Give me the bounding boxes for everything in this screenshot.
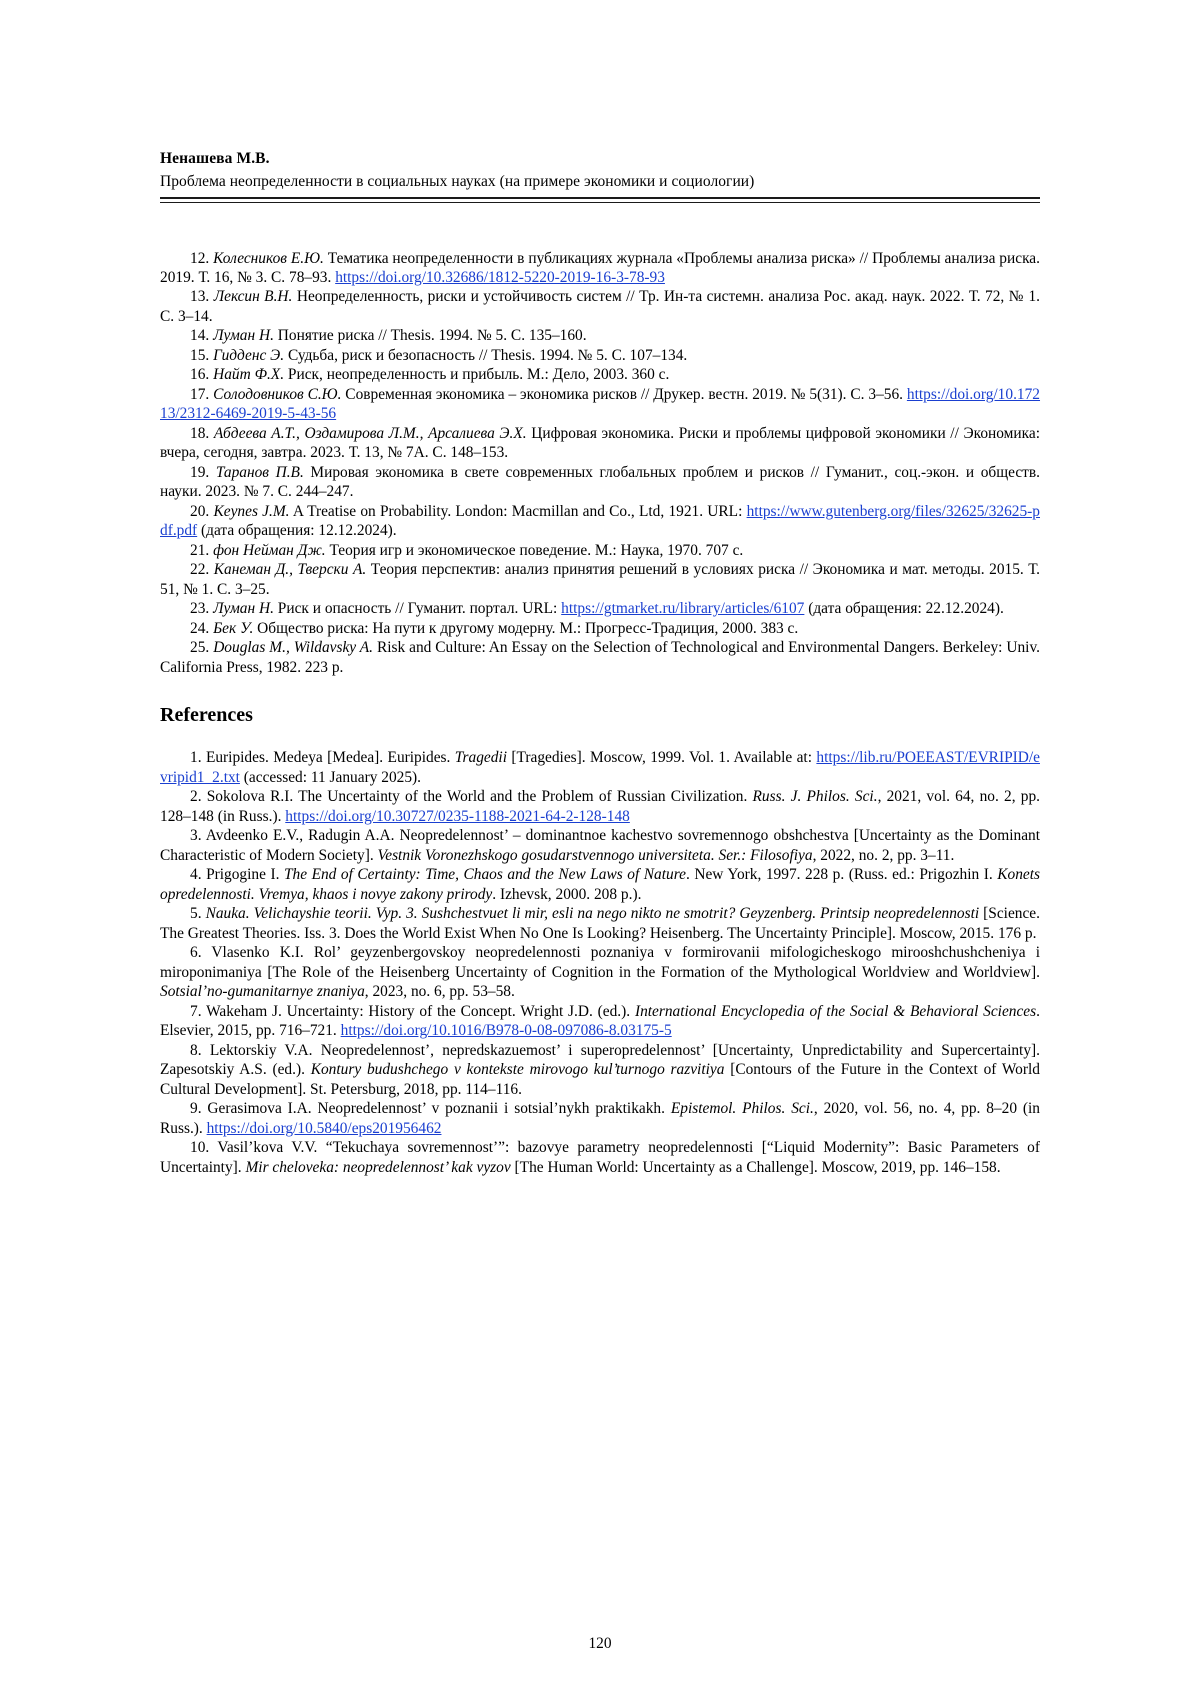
ref-text: Теория перспектив: анализ принятия решений в условиях риска // Экономика и мат. методы. 2015. Т. 51, № 1. С. 3–25. xyxy=(160,561,1040,598)
ref-text: Неопределенность, риски и устойчивость систем // Тр. Ин-та системн. анализа Рос. акад. наук. 2022. Т. 72, № 1. С. 3–14. xyxy=(160,288,1041,325)
ref-number: 19. xyxy=(190,463,210,481)
header-divider xyxy=(160,197,1040,203)
ref-source-italic: Sotsial’no-gumanitarnye znaniya xyxy=(160,983,365,1001)
ref-source-italic: Epistemol. Philos. Sci. xyxy=(670,1100,814,1118)
ref-number: 2. xyxy=(190,788,202,806)
ref-number: 8. xyxy=(190,1041,202,1059)
ref-number: 12. xyxy=(190,249,210,267)
page-header xyxy=(160,150,1040,203)
header-title: Проблема неопределенности в социальных науках (на примере экономики и социологии) xyxy=(160,173,755,190)
ref-author: Douglas M., Wildavsky A. xyxy=(213,639,374,657)
list-item xyxy=(160,619,1040,638)
ref-text: Цифровая экономика. Риски и проблемы цифровой экономики // Экономика: вчера, сегодня, завтра. 2023. Т. 13, № 7А. С. 148–153. xyxy=(160,424,1040,462)
ref-number: 24. xyxy=(190,619,210,637)
list-item xyxy=(160,599,1040,618)
list-item xyxy=(160,638,1040,677)
ref-source-italic-2: Konets opredelennosti. Vremya, khaos i novye zakony prirody xyxy=(160,866,1040,903)
ref-text: A Treatise on Probability. London: Macmillan and Co., Ltd, 1921. URL: xyxy=(289,502,747,520)
ref-link[interactable]: https://doi.org/10.5840/eps201956462 xyxy=(206,1119,442,1137)
ref-text: Понятие риска // Thesis. 1994. № 5. С. 135–160. xyxy=(273,327,587,345)
ref-number: 3. xyxy=(190,827,202,845)
ref-text: Gerasimova I.A. Neopredelennost’ v poznanii i sotsial’nykh praktikakh. xyxy=(201,1100,671,1118)
ref-text: Euripides. Medeya [Medea]. Euripides. xyxy=(201,749,455,767)
ref-link[interactable]: https://doi.org/10.1016/B978-0-08-097086-8.03175-5 xyxy=(340,1022,672,1040)
ref-text: Risk and Culture: An Essay on the Selection of Technological and Environmental Dangers. Berkeley: Univ. California Press, 1982. 223 p. xyxy=(160,639,1040,676)
list-item xyxy=(160,1099,1040,1138)
list-item xyxy=(160,346,1040,365)
ref-text-mid: [Science. The Greatest Theories. Iss. 3. Does the World Exist When No One Is Looking? Heisenberg. The Uncertainty Principle]. Moscow, 2015. 176 p. xyxy=(160,905,1040,942)
ref-author: фон Нейман Дж. xyxy=(213,541,326,559)
ref-number: 1. xyxy=(190,749,202,767)
ref-number: 9. xyxy=(190,1100,202,1118)
list-item xyxy=(160,560,1040,599)
ref-text-mid: , 2023, no. 6, pp. 53–58. xyxy=(364,983,515,1001)
ref-author: Найт Ф.Х. xyxy=(213,366,285,384)
ref-text: Sokolova R.I. The Uncertainty of the World and the Problem of Russian Civilization. xyxy=(201,788,753,806)
list-item xyxy=(160,943,1040,1001)
ref-source-italic: Tragedii xyxy=(454,749,507,767)
ref-author: Таранов П.В. xyxy=(215,463,304,481)
list-item xyxy=(160,249,1040,288)
list-item xyxy=(160,541,1040,560)
ref-text-mid: , 2021, vol. 64, no. 2, pp. 128–148 (in Russ.). xyxy=(160,788,1040,825)
ref-text-mid: . Elsevier, 2015, pp. 716–721. xyxy=(160,1002,1040,1040)
ref-tail: (дата обращения: 12.12.2024). xyxy=(197,522,397,540)
ref-number: 20. xyxy=(190,502,210,520)
list-item xyxy=(160,1002,1040,1041)
list-item xyxy=(160,502,1040,541)
ref-link[interactable]: https://lib.ru/POEEAST/EVRIPID/evripid1_2.txt xyxy=(160,749,1040,786)
ref-number: 7. xyxy=(190,1002,202,1020)
ref-number: 14. xyxy=(190,327,210,345)
ref-number: 18. xyxy=(190,424,210,442)
russian-references-list xyxy=(160,249,1040,678)
references-heading: References xyxy=(160,704,253,727)
ref-text-mid: [The Human World: Uncertainty as a Challenge]. Moscow, 2019, pp. 146–158. xyxy=(510,1158,1001,1176)
ref-author: Колесников Е.Ю. xyxy=(213,249,324,267)
ref-author: Луман Н. xyxy=(213,600,274,618)
ref-text: Wakeham J. Uncertainty: History of the Concept. Wright J.D. (ed.). xyxy=(201,1002,635,1020)
ref-text: Тематика неопределенности в публикациях журнала «Проблемы анализа риска» // Проблемы анализа риска. 2019. Т. 16, № 3. С. 78–93. xyxy=(160,249,1040,286)
ref-text: Судьба, риск и безопасность // Thesis. 1994. № 5. С. 107–134. xyxy=(284,346,688,364)
ref-text: Prigogine I. xyxy=(201,866,284,884)
ref-author: Солодовников С.Ю. xyxy=(213,385,342,403)
list-item xyxy=(160,904,1040,943)
list-item xyxy=(160,463,1040,502)
list-item xyxy=(160,287,1040,326)
ref-link[interactable]: https://www.gutenberg.org/files/32625/32625-pdf.pdf xyxy=(160,502,1040,540)
ref-number: 15. xyxy=(190,346,210,364)
ref-link[interactable]: https://doi.org/10.30727/0235-1188-2021-64-2-128-148 xyxy=(285,807,630,825)
ref-source-italic: Russ. J. Philos. Sci. xyxy=(752,788,878,806)
ref-text: Современная экономика – экономика рисков // Друкер. вестн. 2019. № 5(31). С. 3–56. xyxy=(341,385,907,403)
english-references-list xyxy=(160,748,1040,1177)
ref-number: 16. xyxy=(190,366,210,384)
list-item xyxy=(160,385,1040,424)
header-author: Ненашева М.В. xyxy=(160,150,270,167)
ref-tail: (accessed: 11 January 2025). xyxy=(239,768,422,786)
ref-text: Риск, неопределенность и прибыль. М.: Дело, 2003. 360 с. xyxy=(284,366,670,384)
ref-number: 22. xyxy=(190,561,210,579)
ref-number: 6. xyxy=(190,944,202,962)
list-item xyxy=(160,826,1040,865)
ref-number: 4. xyxy=(190,866,202,884)
ref-source-italic: Mir cheloveka: neopredelennost’ kak vyzov xyxy=(245,1158,511,1176)
ref-author: Бек У. xyxy=(213,619,254,637)
ref-tail: (дата обращения: 22.12.2024). xyxy=(804,600,1004,618)
ref-author: Абдеева А.Т., Оздамирова Л.М., Арсалиева Э.Х. xyxy=(213,424,527,442)
ref-text: Риск и опасность // Гуманит. портал. URL: xyxy=(273,600,562,618)
list-item xyxy=(160,787,1040,826)
ref-text: Теория игр и экономическое поведение. М.: Наука, 1970. 707 с. xyxy=(325,541,744,559)
ref-text-mid: [Tragedies]. Moscow, 1999. Vol. 1. Available at: xyxy=(506,749,817,767)
ref-number: 13. xyxy=(190,288,210,306)
ref-text-mid-2: . Izhevsk, 2000. 208 p.). xyxy=(492,885,642,903)
ref-text: Мировая экономика в свете современных глобальных проблем и рисков // Гуманит., соц.-экон. и обществ. науки. 2023. № 7. С. 244–247. xyxy=(160,463,1040,501)
ref-source-italic: The End of Certainty: Time, Chaos and the New Laws of Nature xyxy=(283,866,686,884)
ref-text-mid: , 2020, vol. 56, no. 4, pp. 8–20 (in Russ.). xyxy=(160,1100,1040,1137)
ref-author: Луман Н. xyxy=(213,327,274,345)
ref-text-mid: . New York, 1997. 228 p. (Russ. ed.: Prigozhin I. xyxy=(685,866,998,884)
ref-source-italic: Nauka. Velichayshie teorii. Vyp. 3. Sushchestvuet li mir, esli na nego nikto ne smotrit? Geyzenberg. Printsip neopredelennosti xyxy=(205,905,980,923)
ref-number: 25. xyxy=(190,639,210,657)
ref-source-italic: Vestnik Voronezhskogo gosudarstvennogo universiteta. Ser.: Filosofiya xyxy=(377,846,813,864)
ref-link[interactable]: https://gtmarket.ru/library/articles/6107 xyxy=(561,600,805,618)
list-item xyxy=(160,748,1040,787)
list-item xyxy=(160,1138,1040,1177)
ref-text-mid: [Contours of the Future in the Context of World Cultural Development]. St. Petersburg, 2018, pp. 114–116. xyxy=(160,1061,1040,1098)
ref-source-italic: Kontury budushchego v kontekste mirovogo kul’turnogo razvitiya xyxy=(310,1061,725,1079)
ref-link[interactable]: https://doi.org/10.32686/1812-5220-2019-16-3-78-93 xyxy=(335,268,665,286)
ref-number: 17. xyxy=(190,385,210,403)
ref-text: Общество риска: На пути к другому модерну. М.: Прогресс-Традиция, 2000. 383 с. xyxy=(253,619,799,637)
list-item xyxy=(160,865,1040,904)
ref-number: 21. xyxy=(190,541,210,559)
ref-author: Гидденс Э. xyxy=(213,346,285,364)
ref-text: Vasil’kova V.V. “Tekuchaya sovremennost’”: bazovye parametry neopredelennosti [“Liquid Modernity”: Basic Parameters of Uncertainty]. xyxy=(160,1139,1040,1176)
ref-text: Avdeenko E.V., Radugin A.A. Neopredelennost’ – dominantnoe kachestvo sovremennogo obshchestva [Uncertainty as the Dominant Characteristic of Modern Society]. xyxy=(160,827,1040,864)
ref-number: 10. xyxy=(190,1139,210,1157)
list-item xyxy=(160,326,1040,345)
references-content xyxy=(160,249,1040,1178)
ref-text: Lektorskiy V.A. Neopredelennost’, nepredskazuemost’ i superopredelennost’ [Uncertainty, Unpredictability and Supercertainty]. Zapesotskiy A.S. (ed.). xyxy=(160,1041,1040,1079)
list-item xyxy=(160,424,1040,463)
ref-number: 5. xyxy=(190,905,202,923)
ref-text: Vlasenko K.I. Rol’ geyzenbergovskoy neopredelennosti poznaniya v formirovanii mifologicheskogo mirooshchushcheniya i miroponimaniya [The Role of the Heisenberg Uncertainty of Cognition in the Formation of the Mythological Worldview and Worldview]. xyxy=(160,944,1040,981)
ref-author: Keynes J.M. xyxy=(213,502,290,520)
ref-source-italic: International Encyclopedia of the Social & Behavioral Sciences xyxy=(634,1002,1037,1020)
ref-number: 23. xyxy=(190,600,210,618)
ref-link[interactable]: https://doi.org/10.17213/2312-6469-2019-5-43-56 xyxy=(160,385,1041,423)
ref-author: Лексин В.Н. xyxy=(213,288,293,306)
ref-text-mid: , 2022, no. 2, pp. 3–11. xyxy=(812,846,955,864)
page-number: 120 xyxy=(588,1635,612,1652)
list-item xyxy=(160,365,1040,384)
ref-author: Канеман Д., Тверски А. xyxy=(213,561,367,579)
list-item xyxy=(160,1041,1040,1099)
